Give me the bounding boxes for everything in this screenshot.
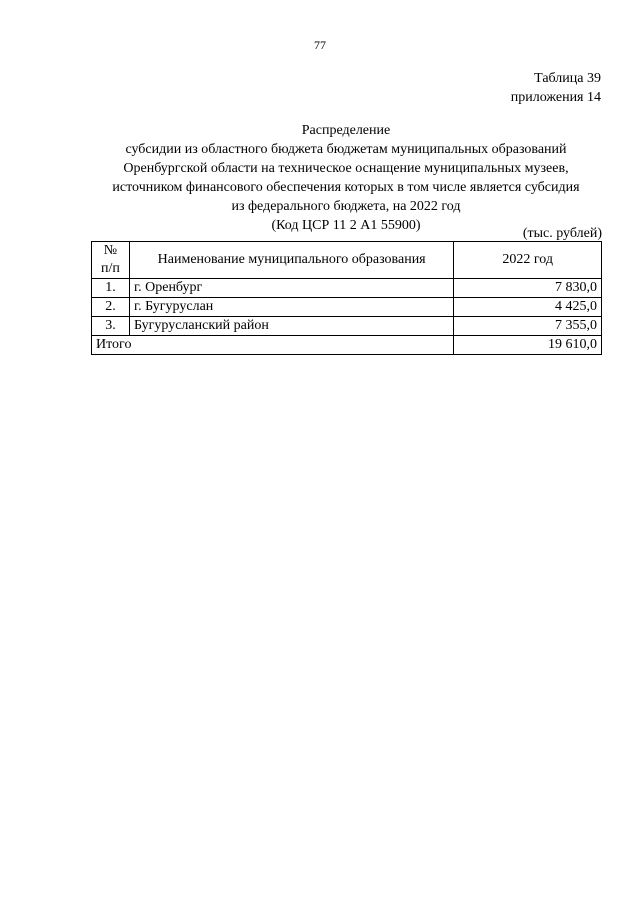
total-label: Итого	[92, 336, 454, 355]
units-label: (тыс. рублей)	[522, 226, 602, 241]
table-reference-line1: Таблица 39	[534, 71, 601, 86]
row-name: г. Бугуруслан	[129, 298, 453, 317]
distribution-table	[91, 241, 602, 355]
row-value: 7 355,0	[454, 317, 602, 336]
row-name: г. Оренбург	[129, 279, 453, 298]
table-header-row	[92, 242, 602, 279]
title-line2: субсидии из областного бюджета бюджетам муниципальных образований	[125, 142, 567, 157]
title-line3: Оренбургской области на техническое оснащение муниципальных музеев,	[123, 161, 569, 176]
table-row	[92, 317, 602, 336]
row-name: Бугурусланский район	[129, 317, 453, 336]
title-line4: источником финансового обеспечения которых в том числе является субсидия	[112, 180, 580, 195]
document-title	[60, 121, 632, 235]
table-row	[92, 279, 602, 298]
page-number: 77	[314, 38, 326, 52]
row-number: 2.	[92, 298, 130, 317]
row-number: 1.	[92, 279, 130, 298]
header-number	[92, 242, 130, 279]
title-line1: Распределение	[301, 123, 391, 138]
total-value: 19 610,0	[454, 336, 602, 355]
header-year: 2022 год	[454, 242, 602, 279]
header-number-line2: п/п	[101, 261, 120, 276]
header-number-line1: №	[103, 243, 118, 258]
row-number: 3.	[92, 317, 130, 336]
total-row	[92, 336, 602, 355]
row-value: 7 830,0	[454, 279, 602, 298]
title-line5: из федерального бюджета, на 2022 год	[231, 199, 461, 214]
row-value: 4 425,0	[454, 298, 602, 317]
table-reference	[511, 69, 601, 107]
table-row	[92, 298, 602, 317]
header-name: Наименование муниципального образования	[129, 242, 453, 279]
title-line6: (Код ЦСР 11 2 А1 55900)	[271, 218, 421, 233]
table-reference-line2: приложения 14	[510, 90, 601, 105]
